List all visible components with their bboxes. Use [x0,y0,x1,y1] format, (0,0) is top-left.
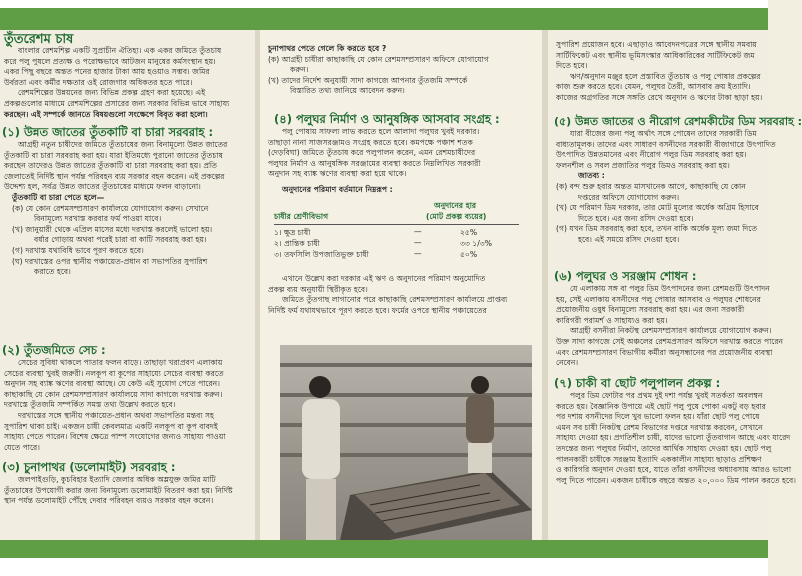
heading-section-6: (৬) পলুঘর ও সরঞ্জাম শোধন : [554,269,697,283]
heading-section-7: (৭) চাকী বা ছোট পলুপালন প্রকল্প : [554,376,721,390]
subheading-how-to-get: তুঁতকাটি বা চারা পেতে হলে— [12,192,105,202]
heading-section-5: (৫) উন্নত জাতের ও নীরোগ রেশমকীটের ডিম সরবরাহ : [554,115,802,128]
subsidy-table [274,200,524,260]
section-7-body: পলুর ডিম ফোটার পর প্রথম দুই দশা পর্যন্ত খুবই সতর্কতা অবলম্বন করতে হয়। বৈজ্ঞানিক উপায়ে এই ছোট পলু পুষে পোকা একটু বড় হবার পর দশায় বসনীদের দিলে খুব ভালো ফলন হয়। যাঁরা ছোট পলু পোষে এমন সব চাষী নিকটস্থ রেশম বিভাগের দপ্তরে দরখাস্ত করবেন, সেখানে সাহায্য দেওয়া হয়। প্রগতিশীল চাষী, যাদের ভালো তুঁতবাগান আছে এবং যারেদ তদন্তের জন্য পলুঘর নির্মাণ, তাদের আর্থিক সাহায্য দেওয়া হয়। ছোট পলু পালনকারী চাষীকে সরঞ্জাম ইত্যাদি এককালীন সাহায্য ছাড়াও প্রশিক্ষণ ও কারিগরি অনুদান দেওয়া হবে, যাতে তাঁরা বসনীদের অধ্যাবসায় আরও ভালো পলু দিতে পারেন। একজন চাষীকে বছরে অন্তত ২০,০০০ ডিম পালন করতে হবে। [556,391,796,485]
heading-section-4: (৪) পলুঘর নির্মাণ ও আনুষঙ্গিক আসবাব সংগ্রহ : [274,112,500,126]
heading-tut-silk: তুঁতরেশম চাষ [4,32,74,47]
table-header: চাষীর শ্রেণীবিভাগ (মোট প্রকল্প ব্যয়ের) [274,212,487,221]
brochure-panel-left [0,30,255,540]
section-1-body: আগ্রহী নতুন চাষীদের জমিতে তুঁতচাষের জন্য বিনামূল্যে উন্নত জাতের তুঁতকাটি বা চারা সরবরাহ করা হয়। যারা ইতিমধ্যে পুরানো জাতের তুঁতচাষ করছেন তাদেরও উন্নত জাতের তুঁতকাটি বা চারা সরবরাহ করা হয়। প্রতি জেলাতেই নির্দিষ্ট স্থান পর্যন্ত পরিবহন ব্যয় সরকার বহন করেন। এই প্রকল্পের উদ্দেশ্য হল, সর্বত্র উন্নত জাতের তুঁতচাষের মাধ্যমে ফলন বাড়ানো। তুঁতকাটি বা চারা পেতে হলে— (ক) যে কোন রেশমসম্প্রসারণ কার্যালয়ে যোগাযোগ করুন। সেখানে বিনামূল্যে দরখাস্ত করবার ফর্ম পাওয়া যাবে। (খ) জানুয়ারী থেকে এপ্রিল মাসের মধ্যে দরখাস্ত করলেই ভালো হয়। বর্ষার গোড়ায় অথবা পরেই চারা বা কাটি সরবরাহ করা হয়। (গ) দরখাস্ত যথাবিধি ভাবে পূরণ করতে হবে। (ঘ) দরখাস্তের ওপর স্থানীয় পঞ্চায়েত-প্রধান বা সভাপতির সুপারিশ করাতে হবে। [4,140,228,277]
bottom-green-band [0,540,768,558]
section-4-continued: সুপারিশ প্রয়োজন হবে। এছাড়াও আবেদনপত্রের সঙ্গে স্থানীয় সমবায় সার্টিফিকেট এবং স্থানীয় ভূমিসংস্কার আধিকারিকের সার্টিফিকেট জম দিতে হবে। ঋণ/অনুদান মঞ্জুর হলে প্রস্তাবিত তুঁতচাষ ও পলু পোষার প্রকল্পের কাজ শুরু করতে হবে। যেমন, পলুঘর তৈরী, আসবাব ক্রয় ইত্যাদি। কাজের অগ্রগতির সঙ্গে সঙ্গতি রেখে অনুদান ও ঋণের টাকা ছাড়া হয়। [556,40,763,102]
heading-section-3: (৩) চুনাপাথর (ডলোমাইট) সরবরাহ : [2,460,176,474]
rearing-scene [280,345,532,540]
heading-section-2: (২) তুঁতজমিতে সেচ : [2,343,106,357]
silkworm-rearing-photo [280,345,532,540]
section-5-body: যারা বীজের জন্য পলু অর্থাৎ সঙ্গে পোষেন তাদের সরকারী ডিম বাধ্যতামূলক। তাদের এবং সাধারণ বসনীদের সরকারী বীজাগারে উৎপাদিত উৎপাদিত উন্নতমানের এবং নীরোগ পলুর ডিম সরবরাহ করা হয়। ফলনশীল ও সবল প্রজাতির পলুর ডিমও সরবরাহ করা হয়। জাতব্য : (ক) বন্দ শুরু হবার অন্তত মাসখানেক আগে, কাছাকাছি যে কোন দপ্তরের অফিসে যোগাযোগ করুন। (খ) যে পরিমাণ ডিম দরকার, তার মোট মূল্যের অর্ধেক অগ্রিম হিসাবে দিতে হবে। এর জন্য রসিদ দেওয়া হবে। (গ) যখন ডিম সরবরাহ করা হবে, তখন বাকি অর্ধেক মূল্য জমা দিতে হবে। এই সময়ে রসিদ দেওয়া হবে। [556,129,776,244]
table-row: ৩। তফসিলি উপজাতিভুক্ত চাষী — ৫০% [274,249,478,259]
section-4-body: পলু পোষায় সাফল্য লাভ করতে হলে আলাদা পলুঘর খুবই দরকার। তাছাড়া নানা সাজসরঞ্জামও সংগ্রহ করতে হবে। কমপক্ষে পঞ্চাশ শতক (দেড়বিঘা) জমিতে তুঁতচাষ করে পলুপালন করেন, এমন রেশমচাষীদের পলুঘর নির্মাণ ও আনুষঙ্গিক সরঞ্জামের ব্যবস্থা করতে নিম্নলিখিত সরকারী অনুদান সহ ব্যাঙ্ক ঋণের ব্যবস্থা করা হয়ে থাকে। [268,127,481,179]
subheading-note: জাতব্য : [578,171,605,181]
section-2-body: সেচের সুবিধা থাকলে পাতার ফলন বাড়ে। তাছাড়া খরাপ্রবণ এলাকায় সেচের ব্যবস্থা খুবই জরুরী। নলকূপ বা কূপের সাহায্যে সেচের ব্যবস্থা করতে অনুদান সহ ব্যাঙ্ক ঋণের ব্যবস্থা আছে। যে কেউ এই সুযোগ পেতে পারেন। কাছাকাছি যে কোন রেশমসম্প্রসারণ কার্যালয়ে সাদা কাগজে দরখাস্ত করুন। দরখাস্তে তুঁতজমি সম্পর্কিত সমস্ত তথ্য উল্লেখ করতে হবে। দরখাস্তের সঙ্গে স্থানীয় পঞ্চায়েত-প্রধান অথবা সভাপতির মন্তব্য সহ সুপারিশ থাকা চাই। একজন চাষী কেবলমাত্র একটি নলকূপ বা কূপ বাবদই সাহায্য পেতে পারেন। বিশেষ ক্ষেত্রে পাম্প সংযোগের জন্যও সাহায্য পাওয়া যেতে পারে। [4,358,226,452]
section-4-note: এখানে উল্লেখ করা দরকার এই ঋণ ও অনুদানের পরিমাণ অনুমোদিত প্রকল্প ব্যয় অনুযায়ী স্থিরীকৃত হবে। জমিতে তুঁতগাছ লাগানোর পরে কাছাকাছি রেশমসম্প্রসারণ কার্যালয়ে প্রাপ্তব্য নির্দিষ্ট ফর্ম যথাযথভাবে পূরণ করতে হবে। ফর্মের ওপরে স্থানীয় পঞ্চায়েতের [268,274,508,315]
table-row: ২। প্রান্তিক চাষী — ৩৩ ১/৩% [274,238,492,248]
subsidy-table-title: অনুদানের পরিমাণ বর্তমানে নিম্নরূপ : [282,185,393,194]
heading-section-1: (১) উন্নত জাতের তুঁতকাটি বা চারা সরবরাহ : [2,125,214,139]
table-row: ১। ক্ষুদ্র চাষী — ২৫% [274,227,478,237]
brochure-panel-middle [260,30,542,540]
top-green-band [0,8,768,30]
intro-paragraph: বাংলার রেশমশিল্প একটি সুপ্রাচীন ঐতিহ্য। এক একর জমিতে তুঁতচাষ করে পলু পুষলে প্রত্যক্ষ ও পরোক্ষভাবে আটজন মানুষের কর্মসংস্থান হয়। একর পিছু বছরে অন্তত পনের হাজার টাকা আয় হওয়াও সম্ভব। জমির উর্বরতা এবং কর্মীর দক্ষতার ওই রোজগার অধিকতর হতে পারে। রেশমশিল্পের উন্নয়নের জন্য বিভিন্ন প্রকল্প গ্রহণ করা হয়েছে। এই প্রকল্পগুলোর মাধ্যমে রেশমশিল্পের প্রসারের জন্য সরকার বিভিন্ন ভাবে সাহায্য করছেন। এই সম্পর্কে জানতে বিষয়গুলো সংক্ষেপে বিবৃত করা হলো। [4,46,230,119]
table-header: অনুদানের হার [434,201,477,210]
section-6-body: যে এলাকায় সঙ্গ বা পলুর ডিম উৎপাদনের জন্য রেশমগুটি উৎপাদন হয়, সেই এলাকায় বসনীদের পলু পোষার আসবাব ও পলুঘর শোধনের প্রয়োজনীয় ওষুধ বিনামূল্যে সরবরাহ করা হয়। এর জন্য সরকারী কারিগরী পরামর্শ ও সাহায্যও করা হয়। আগ্রহী বসনীরা নিকটস্থ রেশমসম্প্রসারণ কার্যালয়ে যোগাযোগ করুন। উক্ত সাদা কাগজে সেই অঞ্চলের রেশমপ্রসারণ অফিসে দরখাস্ত করতে পারেন এবং রেশমসম্প্রসারণ বিভাগীয় কর্মীরা অনুসন্ধানের পর প্রয়োজনীয় ব্যবস্থা নেবেন। [556,284,784,368]
table-rule [274,224,519,225]
dolomite-how-to-get: চুনাপাথর পেতে গেলে কি করতে হবে ? (ক) আগ্রহী চাষীরা কাছাকাছি যে কোন রেশমসম্প্রসারণ অফিসে যোগাযোগ করুন। (খ) তাদের নির্দেশ অনুযায়ী সাদা কাগজে আপনার তুঁতজমি সম্পর্কে বিস্তারিত তথ্য জানিয়ে আবেদন করুন। [268,44,489,96]
section-3-body: জলপাইগুড়ি, কুচবিহার ইত্যাদি জেলার অধিক অম্লযুক্ত জমির মাটি তুঁতচাষের উপযোগী করার জন্য বিনামূল্যে ডলোমাইট বিতরণ করা হয়। নির্দিষ্ট স্থান পর্যন্ত ডলোমাইট পৌঁছে দেবার পরিবহন ব্যয়ও সরকার বহন করেন। [4,475,233,506]
scan-margin-bottom [0,558,768,576]
brochure-panel-right [548,30,802,540]
